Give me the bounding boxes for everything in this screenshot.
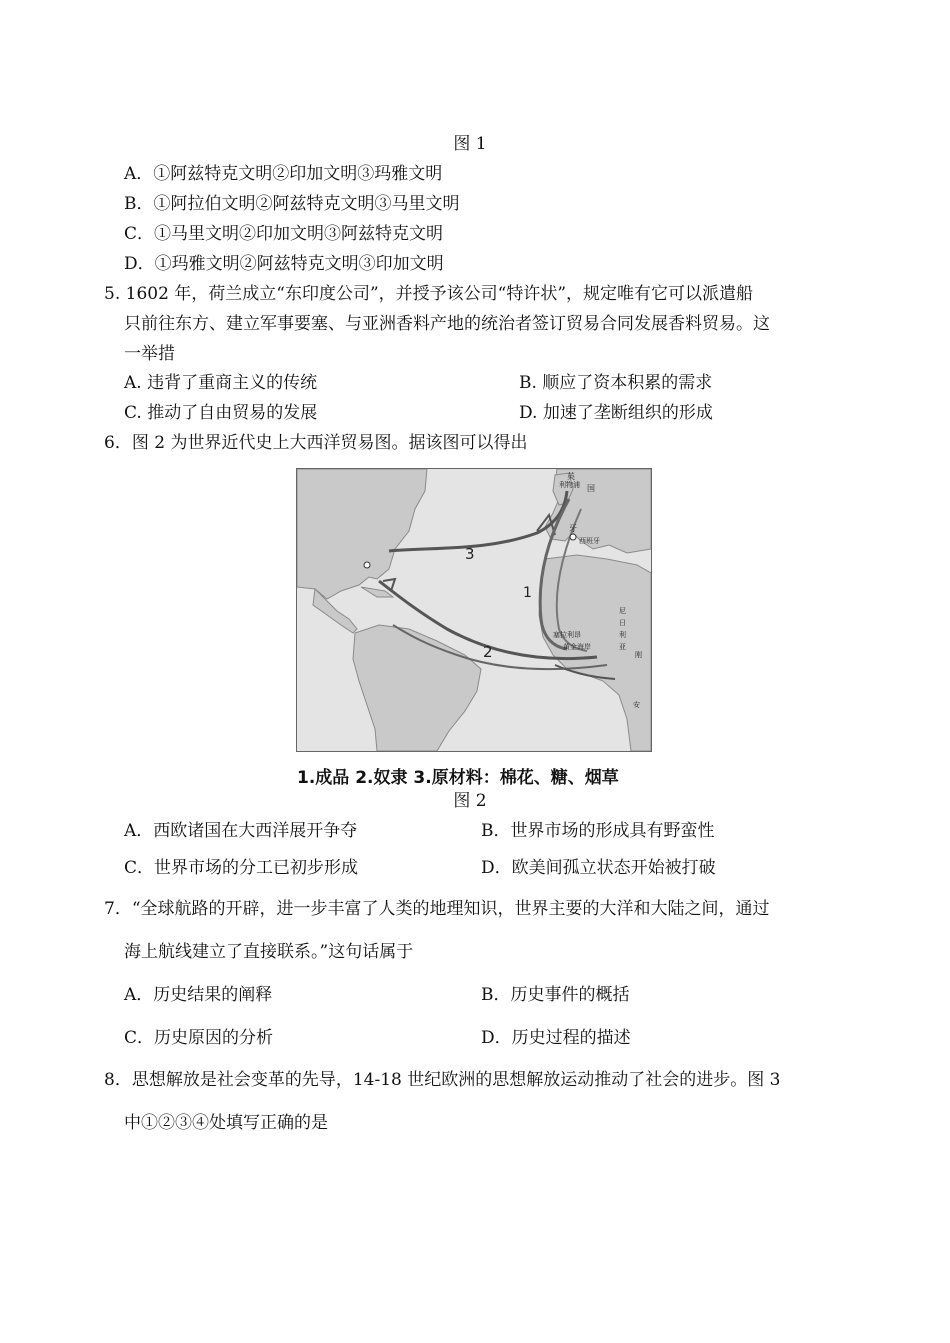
americas-port-marker	[364, 562, 370, 568]
q6-option-a: A．西欧诸国在大西洋展开争夺	[124, 821, 358, 841]
q4-option-d: D．①玛雅文明②阿兹特克文明③印加文明	[124, 254, 444, 274]
label-guo: 国	[587, 484, 595, 493]
label-spain: 西班牙	[579, 537, 600, 545]
spain-port-marker	[570, 534, 576, 540]
route-3-label: 3	[465, 545, 475, 563]
q6-stem: 6．图 2 为世界近代史上大西洋贸易图。据该图可以得出	[104, 433, 528, 453]
q7-option-b: B．历史事件的概括	[481, 985, 630, 1005]
figure-2-legend: 1.成品 2.奴隶 3.原材料：棉花、糖、烟草	[297, 768, 619, 788]
route-1-label: 1	[523, 585, 532, 601]
route-2-label: 2	[483, 643, 493, 661]
q7-stem-line-1: 7．“全球航路的开辟，进一步丰富了人类的地理知识，世界主要的大洋和大陆之间，通过	[104, 899, 770, 919]
q6-option-b: B．世界市场的形成具有野蛮性	[481, 821, 715, 841]
label-ya2: 亚	[619, 643, 626, 651]
q4-option-a: A．①阿兹特克文明②印加文明③玛雅文明	[124, 164, 443, 184]
label-ni: 尼	[619, 607, 626, 615]
q8-stem-line-2: 中①②③④处填写正确的是	[124, 1113, 328, 1133]
q8-stem-line-1: 8．思想解放是社会变革的先导，14-18 世纪欧洲的思想解放运动推动了社会的进步。图 3	[104, 1070, 781, 1090]
q5-stem-line-2: 只前往东方、建立军事要塞、与亚洲香料产地的统治者签订贸易合同发展香料贸易。这	[124, 314, 770, 334]
label-ri: 日	[619, 619, 626, 627]
label-an: 安	[633, 701, 640, 709]
q7-option-d: D．历史过程的描述	[481, 1028, 631, 1048]
label-gold-coast: 黄金海岸	[563, 643, 591, 651]
label-sierra-leone: 塞拉利昂	[553, 631, 581, 639]
figure-1-caption: 图 1	[453, 134, 487, 154]
figure-2-caption: 图 2	[453, 791, 487, 811]
q6-option-c: C．世界市场的分工已初步形成	[124, 858, 359, 878]
q7-option-c: C．历史原因的分析	[124, 1028, 274, 1048]
q5-stem-line-3: 一举措	[124, 344, 175, 364]
q5-stem-line-1: 5. 1602 年，荷兰成立“东印度公司”，并授予该公司“特许状”，规定唯有它可以派遣船	[104, 284, 754, 304]
label-ya: 牙	[569, 524, 577, 533]
q7-option-a: A．历史结果的阐释	[124, 985, 273, 1005]
label-li: 利	[619, 631, 626, 639]
q4-option-c: C．①马里文明②印加文明③阿兹特克文明	[124, 224, 444, 244]
q5-option-d: D. 加速了垄断组织的形成	[519, 403, 713, 423]
q6-option-d: D．欧美间孤立状态开始被打破	[481, 858, 716, 878]
q5-option-c: C. 推动了自由贸易的发展	[124, 403, 318, 423]
q7-stem-line-2: 海上航线建立了直接联系。”这句话属于	[124, 942, 414, 962]
label-ying: 英	[567, 472, 575, 481]
label-liverpool: 利物浦	[559, 481, 580, 489]
label-gang: 刚	[635, 651, 642, 659]
q5-option-b: B. 顺应了资本积累的需求	[519, 373, 713, 393]
atlantic-trade-map	[296, 468, 652, 752]
q4-option-b: B．①阿拉伯文明②阿兹特克文明③马里文明	[124, 194, 460, 214]
q5-option-a: A. 违背了重商主义的传统	[124, 373, 318, 393]
